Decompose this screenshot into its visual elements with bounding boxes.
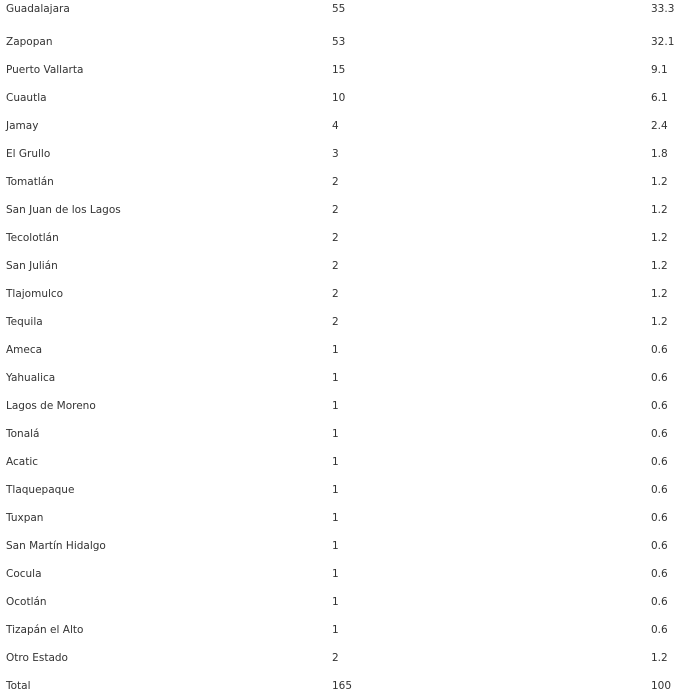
percent-cell: 0.6 — [651, 540, 668, 552]
table-row — [0, 56, 675, 84]
municipality-cell: Tomatlán — [6, 176, 54, 188]
percent-cell: 1.2 — [651, 652, 668, 664]
count-cell: 1 — [332, 512, 339, 524]
municipality-cell: Puerto Vallarta — [6, 64, 84, 76]
table-row — [0, 112, 675, 140]
municipality-cell: Tequila — [6, 316, 43, 328]
percent-cell: 0.6 — [651, 568, 668, 580]
table-row — [0, 364, 675, 392]
municipality-cell: San Martín Hidalgo — [6, 540, 106, 552]
table-row — [0, 280, 675, 308]
table-row — [0, 392, 675, 420]
table-row — [0, 0, 675, 28]
count-cell: 2 — [332, 260, 339, 272]
municipality-cell: Total — [6, 680, 31, 692]
table-row — [0, 308, 675, 336]
count-cell: 1 — [332, 540, 339, 552]
table-row — [0, 196, 675, 224]
municipality-cell: Lagos de Moreno — [6, 400, 96, 412]
count-cell: 1 — [332, 456, 339, 468]
count-cell: 2 — [332, 288, 339, 300]
percent-cell: 0.6 — [651, 428, 668, 440]
table-row — [0, 28, 675, 56]
table-row — [0, 336, 675, 364]
municipality-cell: Ameca — [6, 344, 43, 356]
count-cell: 165 — [332, 680, 353, 692]
percent-cell: 1.2 — [651, 204, 668, 216]
percent-cell: 9.1 — [651, 64, 668, 76]
percent-cell: 1.2 — [651, 260, 668, 272]
count-cell: 1 — [332, 568, 339, 580]
count-cell: 4 — [332, 120, 339, 132]
percent-cell: 0.6 — [651, 596, 668, 608]
percent-cell: 0.6 — [651, 456, 668, 468]
percent-cell: 0.6 — [651, 400, 668, 412]
percent-cell: 1.8 — [651, 148, 668, 160]
count-cell: 53 — [332, 36, 346, 48]
table-row — [0, 252, 675, 280]
percent-cell: 0.6 — [651, 624, 668, 636]
municipality-cell: Ocotlán — [6, 596, 47, 608]
count-cell: 2 — [332, 652, 339, 664]
municipality-cell: Tizapán el Alto — [6, 624, 84, 636]
municipality-cell: Tecolotlán — [6, 232, 59, 244]
municipality-cell: San Julián — [6, 260, 58, 272]
table-row — [0, 588, 675, 616]
percent-cell: 32.1 — [651, 36, 675, 48]
municipality-cell: Cocula — [6, 568, 42, 580]
table-row — [0, 224, 675, 252]
count-cell: 1 — [332, 624, 339, 636]
municipality-cell: Tlajomulco — [6, 288, 64, 300]
percent-cell: 2.4 — [651, 120, 668, 132]
municipality-cell: Yahualica — [6, 372, 56, 384]
municipality-cell: Tonalá — [6, 428, 40, 440]
table-row — [0, 560, 675, 588]
count-cell: 1 — [332, 400, 339, 412]
count-cell: 1 — [332, 484, 339, 496]
table-row — [0, 616, 675, 644]
count-cell: 2 — [332, 204, 339, 216]
count-cell: 3 — [332, 148, 339, 160]
count-cell: 1 — [332, 596, 339, 608]
percent-cell: 100 — [651, 680, 672, 692]
municipality-cell: Cuautla — [6, 92, 47, 104]
percent-cell: 33.3 — [651, 3, 675, 15]
count-cell: 1 — [332, 372, 339, 384]
percent-cell: 1.2 — [651, 176, 668, 188]
table-row — [0, 420, 675, 448]
percent-cell: 0.6 — [651, 344, 668, 356]
count-cell: 1 — [332, 344, 339, 356]
table-row — [0, 84, 675, 112]
municipality-cell: Acatic — [6, 456, 39, 468]
percent-cell: 1.2 — [651, 232, 668, 244]
percent-cell: 1.2 — [651, 288, 668, 300]
percent-cell: 6.1 — [651, 92, 668, 104]
table-row — [0, 532, 675, 560]
municipality-cell: El Grullo — [6, 148, 51, 160]
count-cell: 2 — [332, 316, 339, 328]
municipality-cell: Tlaquepaque — [6, 484, 75, 496]
percent-cell: 1.2 — [651, 316, 668, 328]
percent-cell: 0.6 — [651, 484, 668, 496]
municipality-cell: Tuxpan — [6, 512, 44, 524]
municipality-cell: Guadalajara — [6, 3, 70, 15]
count-cell: 55 — [332, 3, 346, 15]
count-cell: 15 — [332, 64, 346, 76]
percent-cell: 0.6 — [651, 512, 668, 524]
table-row — [0, 644, 675, 672]
table-row — [0, 476, 675, 504]
table-row — [0, 448, 675, 476]
count-cell: 10 — [332, 92, 346, 104]
count-cell: 2 — [332, 232, 339, 244]
municipality-cell: Zapopan — [6, 36, 53, 48]
municipality-cell: San Juan de los Lagos — [6, 204, 121, 216]
municipality-cell: Jamay — [6, 120, 39, 132]
total-row — [0, 672, 675, 700]
count-cell: 2 — [332, 176, 339, 188]
percent-cell: 0.6 — [651, 372, 668, 384]
table-row — [0, 504, 675, 532]
table-row — [0, 168, 675, 196]
count-cell: 1 — [332, 428, 339, 440]
table-row — [0, 140, 675, 168]
municipality-cell: Otro Estado — [6, 652, 68, 664]
